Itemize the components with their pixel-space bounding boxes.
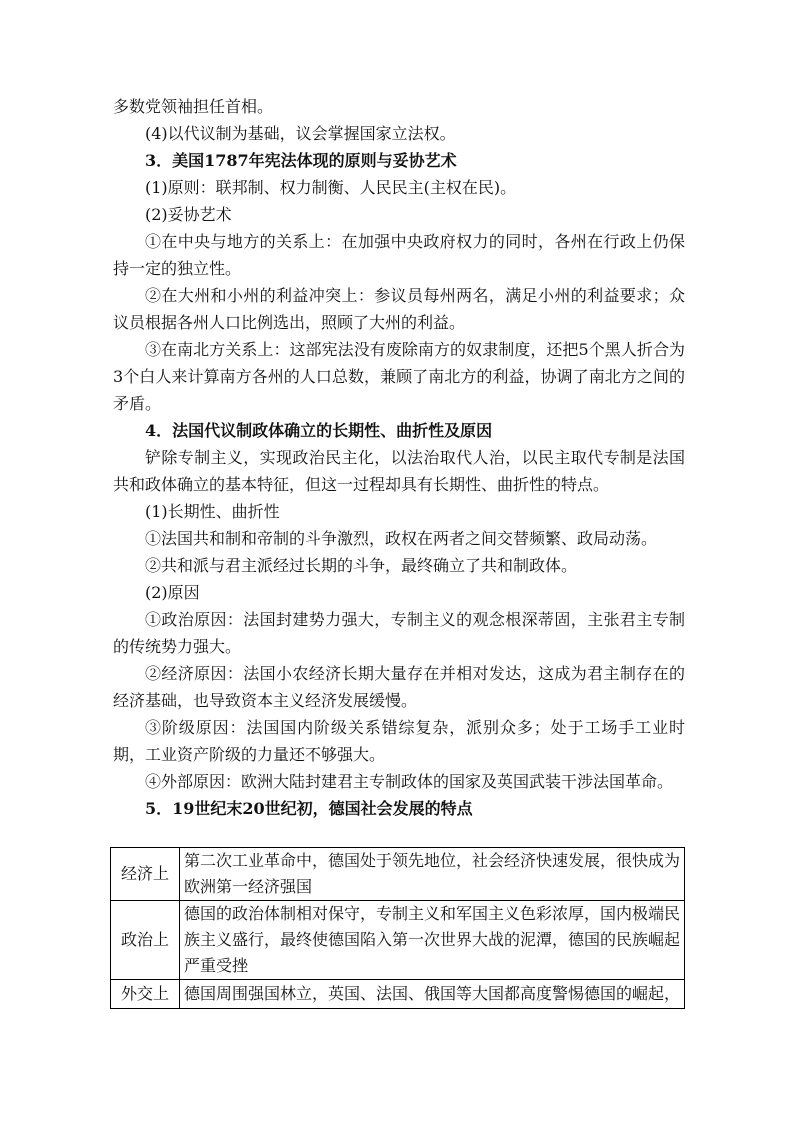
row-label: 政治上	[111, 901, 180, 980]
paragraph: 铲除专制主义，实现政治民主化，以法治取代人治，以民主取代专制是法国共和政体确立的基本特征，但这一过程却具有长期性、曲折性的特点。	[113, 448, 685, 494]
row-text: 德国周围强国林立，英国、法国、俄国等大国都高度警惕德国的崛起，	[180, 980, 685, 1009]
row-label: 经济上	[111, 848, 180, 901]
paragraph: ①在中央与地方的关系上：在加强中央政府权力的同时，各州在行政上仍保持一定的独立性。	[113, 232, 685, 278]
body-text	[113, 93, 685, 822]
paragraph: ②经济原因：法国小农经济长期大量存在并相对发达，这成为君主制存在的经济基础，也导致资本主义经济发展缓慢。	[113, 664, 685, 710]
paragraph: ④外部原因：欧洲大陆封建君主专制政体的国家及英国武装干涉法国革命。	[145, 772, 674, 791]
paragraph: (2)原因	[145, 583, 200, 602]
table-row	[111, 980, 685, 1009]
germany-features-table	[110, 847, 685, 1009]
row-label: 外交上	[111, 980, 180, 1009]
table-row	[111, 848, 685, 901]
paragraph: (2)妥协艺术	[145, 205, 232, 224]
paragraph: ③阶级原因：法国国内阶级关系错综复杂，派别众多；处于工场手工业时期，工业资产阶级的力量还不够强大。	[113, 718, 685, 764]
section-heading-3: 3．美国1787年宪法体现的原则与妥协艺术	[145, 151, 457, 170]
paragraph: ②共和派与君主派经过长期的斗争，最终确立了共和制政体。	[145, 556, 578, 575]
section-heading-5: 5．19世纪末20世纪初，德国社会发展的特点	[145, 799, 473, 818]
paragraph: 多数党领袖担任首相。	[113, 97, 274, 116]
table-row	[111, 901, 685, 980]
paragraph: (1)长期性、曲折性	[145, 502, 280, 521]
paragraph: (1)原则：联邦制、权力制衡、人民民主(主权在民)。	[145, 178, 517, 197]
row-text: 第二次工业革命中，德国处于领先地位，社会经济快速发展，很快成为欧洲第一经济强国	[180, 848, 685, 901]
paragraph: (4)以代议制为基础，议会掌握国家立法权。	[145, 124, 456, 143]
section-heading-4: 4．法国代议制政体确立的长期性、曲折性及原因	[145, 421, 493, 440]
row-text: 德国的政治体制相对保守，专制主义和军国主义色彩浓厚，国内极端民族主义盛行，最终使德国陷入第一次世界大战的泥潭，德国的民族崛起严重受挫	[180, 901, 685, 980]
paragraph: ①法国共和制和帝制的斗争激烈，政权在两者之间交替频繁、政局动荡。	[145, 529, 658, 548]
paragraph: ②在大州和小州的利益冲突上：参议员每州两名，满足小州的利益要求；众议员根据各州人口比例选出，照顾了大州的利益。	[113, 286, 685, 332]
paragraph: ①政治原因：法国封建势力强大，专制主义的观念根深蒂固，主张君主专制的传统势力强大。	[113, 610, 685, 656]
paragraph: ③在南北方关系上：这部宪法没有废除南方的奴隶制度，还把5个黑人折合为3个白人来计算南方各州的人口总数，兼顾了南北方的利益，协调了南北方之间的矛盾。	[113, 340, 685, 413]
